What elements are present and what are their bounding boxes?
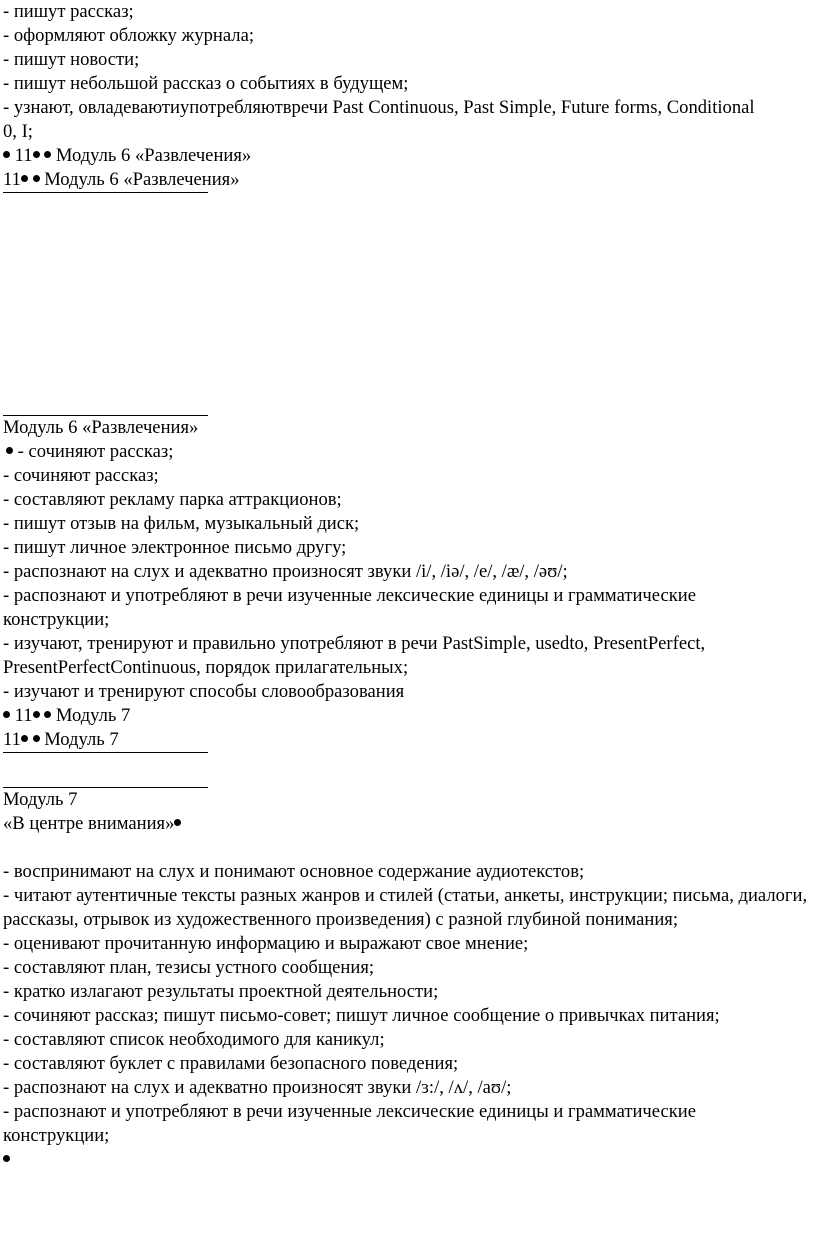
blank-line — [3, 836, 813, 860]
list-item: - пишут небольшой рассказ о событиях в будущем; — [3, 73, 409, 94]
bullet-icon — [3, 1155, 10, 1162]
list-item: - составляют план, тезисы устного сообщения; — [3, 957, 375, 978]
blank-space — [3, 753, 813, 787]
toc-entry-module6 — [3, 168, 813, 192]
list-item: - распознают и употребляют в речи изученные лексические единицы и грамматические конструкции; — [3, 585, 696, 630]
bullet-icon — [44, 711, 51, 718]
list-item: - распознают и употребляют в речи изученные лексические единицы и грамматические конструкции; — [3, 1101, 696, 1146]
list-item: - сочиняют рассказ; пишут письмо-совет; пишут личное сообщение о привычках питания; — [3, 1005, 720, 1026]
toc-text: Модуль 7 — [55, 705, 131, 726]
toc-entry-module7 — [3, 728, 813, 752]
list-item: - узнают, овладеваютиупотребляютвречи Past Continuous, Past Simple, Future forms, Conditional 0, I; — [3, 97, 755, 142]
list-item: - пишут личное электронное письмо другу; — [3, 537, 347, 558]
toc-number: 11 — [3, 169, 21, 190]
list-item: - пишут рассказ; — [3, 1, 134, 22]
list-item: - воспринимают на слух и понимают основное содержание аудиотекстов; — [3, 861, 585, 882]
toc-number: 11 — [14, 705, 33, 726]
list-item: - оформляют обложку журнала; — [3, 25, 254, 46]
module7-title: «В центре внимания» — [3, 813, 175, 834]
list-item: - пишут отзыв на фильм, музыкальный диск; — [3, 513, 360, 534]
toc-entry-module6-bulleted — [3, 144, 813, 168]
bullet-icon — [6, 447, 13, 454]
list-item: - изучают, тренируют и правильно употребляют в речи PastSimple, usedto, PresentPerfect, PresentPerfectContinuous, порядок прилагательных; — [3, 633, 706, 678]
list-item: - изучают и тренируют способы словообразования — [3, 681, 405, 702]
trailing-bullet — [3, 1148, 813, 1172]
blank-space — [3, 193, 813, 415]
module6-heading: Модуль 6 «Развлечения» — [3, 417, 199, 438]
list-item-text: - сочиняют рассказ; — [17, 441, 174, 462]
toc-entry-module7-bulleted — [3, 704, 813, 728]
bullet-icon — [33, 151, 40, 158]
list-item: - читают аутентичные тексты разных жанров и стилей (статьи, анкеты, инструкции; письма, диалоги, рассказы, отрывок из художественного произведения) с разной глубиной понимания; — [3, 885, 808, 930]
list-item: - составляют список необходимого для каникул; — [3, 1029, 385, 1050]
toc-text: Модуль 6 «Развлечения» — [55, 145, 252, 166]
bullet-icon — [21, 175, 28, 182]
bullet-icon — [33, 735, 40, 742]
toc-number: 11 — [14, 145, 33, 166]
bullet-icon — [3, 151, 10, 158]
block1-list — [3, 0, 813, 144]
list-item: - составляют рекламу парка аттракционов; — [3, 489, 342, 510]
module7-heading: Модуль 7 — [3, 789, 78, 810]
list-item: - пишут новости; — [3, 49, 140, 70]
toc-text: Модуль 7 — [44, 729, 119, 750]
list-item — [3, 440, 813, 464]
list-item: - сочиняют рассказ; — [3, 465, 159, 486]
bullet-icon — [21, 735, 28, 742]
bullet-icon — [44, 151, 51, 158]
bullet-icon — [33, 711, 40, 718]
list-item: - составляют буклет с правилами безопасного поведения; — [3, 1053, 459, 1074]
toc-text: Модуль 6 «Развлечения» — [44, 169, 240, 190]
document-page — [3, 0, 813, 1172]
list-item: - распознают на слух и адекватно произносят звуки /i/, /iə/, /e/, /æ/, /əʊ/; — [3, 561, 568, 582]
bullet-icon — [3, 711, 10, 718]
bullet-icon — [33, 175, 40, 182]
module7-subheading — [3, 812, 813, 836]
list-item: - распознают на слух и адекватно произносят звуки /ɜ:/, /ʌ/, /aʊ/; — [3, 1077, 512, 1098]
bullet-icon — [174, 819, 181, 826]
toc-number: 11 — [3, 729, 21, 750]
list-item: - оценивают прочитанную информацию и выражают свое мнение; — [3, 933, 529, 954]
list-item: - кратко излагают результаты проектной деятельности; — [3, 981, 439, 1002]
